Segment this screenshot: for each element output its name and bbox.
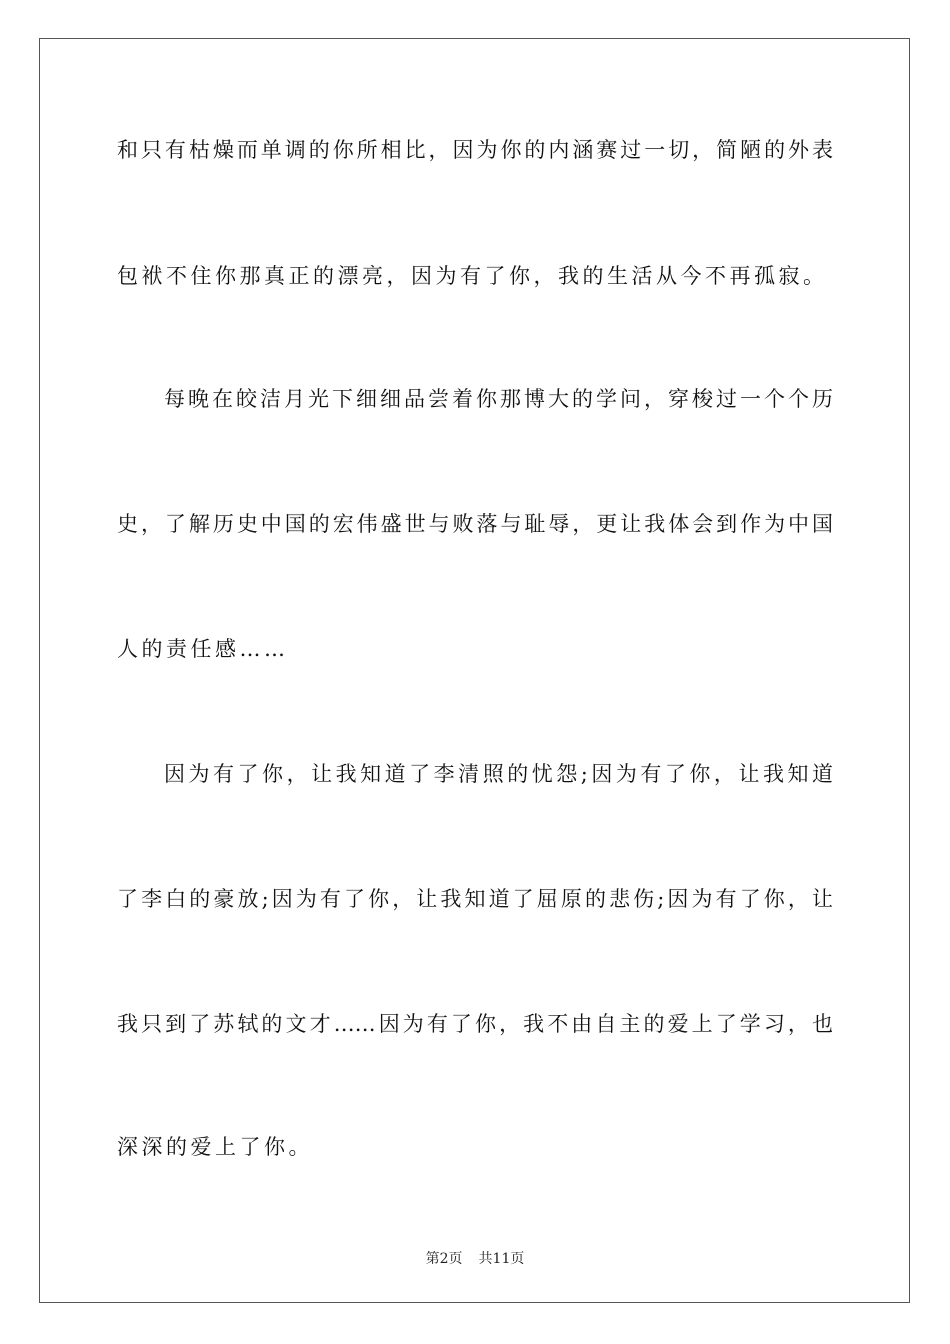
page-border [39,38,910,1303]
text-line: 了李白的豪放;因为有了你，让我知道了屈原的悲伤;因为有了你，让 [117,887,833,911]
text-line: 我只到了苏轼的文才……因为有了你，我不由自主的爱上了学习，也 [117,1012,833,1036]
text-line: 每晚在皎洁月光下细细品尝着你那博大的学问，穿梭过一个个历 [164,387,833,411]
text-line: 史，了解历史中国的宏伟盛世与败落与耻辱，更让我体会到作为中国 [117,512,833,536]
page-footer [0,1248,950,1268]
text-line: 人的责任感…… [117,637,289,661]
page-total: 共11页 [478,1251,525,1267]
text-line: 因为有了你，让我知道了李清照的忧怨;因为有了你，让我知道 [164,762,833,786]
text-line: 深深的爱上了你。 [117,1135,313,1159]
page-number: 第2页 [425,1251,463,1267]
text-line: 和只有枯燥而单调的你所相比，因为你的内涵赛过一切，简陋的外表 [117,138,833,162]
text-line: 包袱不住你那真正的漂亮，因为有了你，我的生活从今不再孤寂。 [117,264,828,288]
